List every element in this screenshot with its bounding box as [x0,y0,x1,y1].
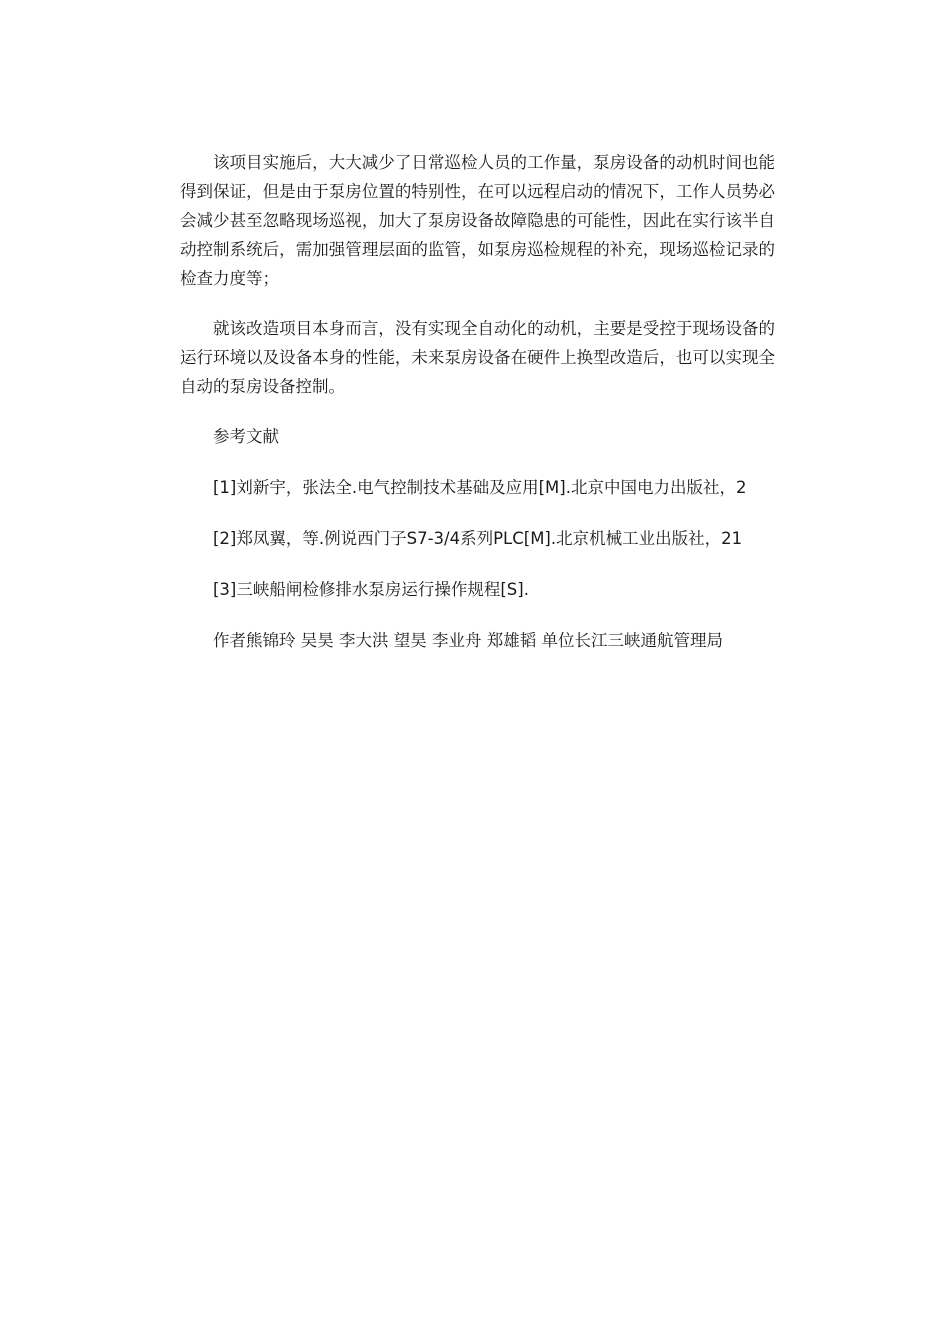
reference-item-2: [2]郑凤翼，等.例说西门子S7-3/4系列PLC[M].北京机械工业出版社，21 [213,529,743,548]
body-paragraph-2: 就该改造项目本身而言，没有实现全自动化的动机，主要是受控于现场设备的运行环境以及设备本身的性能，未来泵房设备在硬件上换型改造后，也可以实现全自动的泵房设备控制。 [180,319,775,396]
references-heading: 参考文献 [213,427,279,446]
body-paragraph-1: 该项目实施后，大大减少了日常巡检人员的工作量，泵房设备的动机时间也能得到保证，但是由于泵房位置的特别性，在可以远程启动的情况下，工作人员势必会减少甚至忽略现场巡视，加大了泵房设备故障隐患的可能性，因此在实行该半自动控制系统后，需加强管理层面的监管，如泵房巡检规程的补充，现场巡检记录的检查力度等； [180,153,775,288]
author-affiliation-line: 作者熊锦玲 吴昊 李大洪 望昊 李业舟 郑雄韬 单位长江三峡通航管理局 [213,631,723,650]
document-body [180,148,775,677]
reference-item-1: [1]刘新宇，张法全.电气控制技术基础及应用[M].北京中国电力出版社，2 [213,478,747,497]
reference-item-3: [3]三峡船闸检修排水泵房运行操作规程[S]. [213,580,529,599]
